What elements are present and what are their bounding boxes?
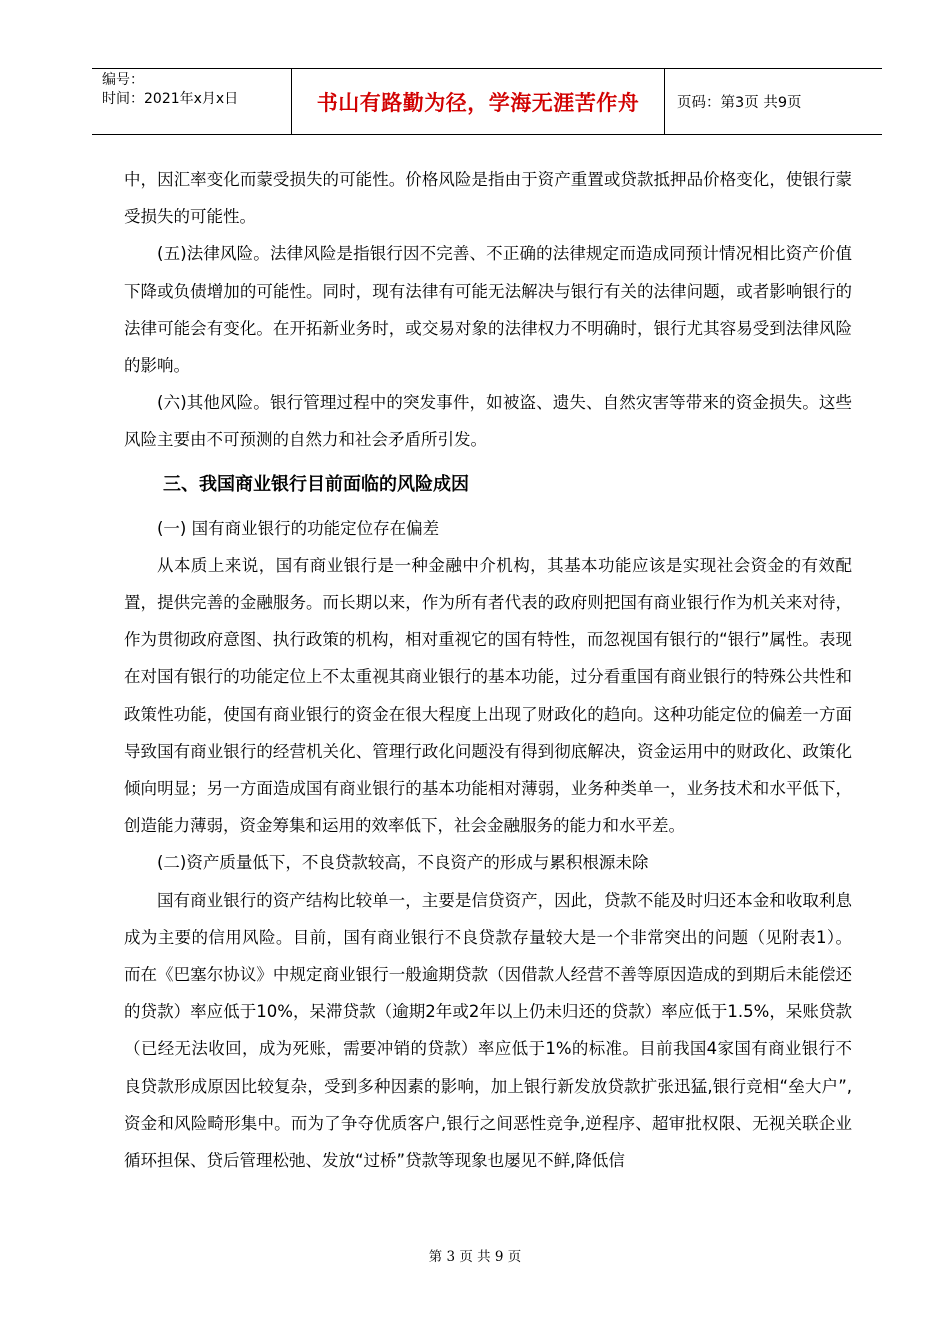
paragraph: 国有商业银行的资产结构比较单一，主要是信贷资产，因此，贷款不能及时归还本金和收取利息成为主要的信用风险。目前，国有商业银行不良贷款存量较大是一个非常突出的问题（见附表1）。而在《巴塞尔协议》中规定商业银行一般逾期贷款（因借款人经营不善等原因造成的到期后未能偿还的贷款）率应低于10%，呆滞贷款（逾期2年或2年以上仍未归还的贷款）率应低于1.5%，呆账贷款（已经无法收回，成为死账，需要冲销的贷款）率应低于1%的标准。目前我国4家国有商业银行不良贷款形成原因比较复杂，受到多种因素的影响，加上银行新发放贷款扩张迅猛,银行竞相“垒大户”,资金和风险畸形集中。而为了争夺优质客户,银行之间恶性竞争,逆程序、超审批权限、无视关联企业循环担保、贷后管理松弛、发放“过桥”贷款等现象也屡见不鲜,降低信: [124, 890, 852, 1171]
subheading: (二)资产质量低下，不良贷款较高，不良资产的形成与累积根源未除: [157, 853, 649, 873]
header-page-label: 页码：第3页 共9页: [677, 95, 802, 111]
paragraph: 从本质上来说，国有商业银行是一种金融中介机构，其基本功能应该是实现社会资金的有效配置，提供完善的金融服务。而长期以来，作为所有者代表的政府则把国有商业银行作为机关来对待，作为贯彻政府意图、执行政策的机构，相对重视它的国有特性，而忽视国有银行的“银行”属性。表现在对国有银行的功能定位上不太重视其商业银行的基本功能，过分看重国有商业银行的特殊公共性和政策性功能，使国有商业银行的资金在很大程度上出现了财政化的趋向。这种功能定位的偏差一方面导致国有商业银行的经营机关化、管理行政化问题没有得到彻底解决，资金运用中的财政化、政策化倾向明显；另一方面造成国有商业银行的基本功能相对薄弱，业务种类单一，业务技术和水平低下，创造能力薄弱，资金筹集和运用的效率低下，社会金融服务的能力和水平差。: [124, 555, 852, 836]
page-footer: 第 3 页 共 9 页: [428, 1249, 522, 1265]
header-info-cell: [92, 69, 292, 134]
time-label: 时间：2021年x月x日: [102, 91, 239, 107]
paragraph: (五)法律风险。法律风险是指银行因不完善、不正确的法律规定而造成同预计情况相比资产价值下降或负债增加的可能性。同时，现有法律有可能无法解决与银行有关的法律问题，或者影响银行的法律可能会有变化。在开拓新业务时，或交易对象的法律权力不明确时，银行尤其容易受到法律风险的影响。: [124, 244, 852, 376]
page-header: [92, 68, 882, 135]
header-motto: 书山有路勤为径，学海无涯苦作舟: [292, 69, 665, 134]
document-body: [124, 161, 852, 1179]
subheading: (一) 国有商业银行的功能定位存在偏差: [157, 518, 440, 538]
number-label: 编号：: [102, 72, 144, 88]
paragraph: (六)其他风险。银行管理过程中的突发事件，如被盗、遗失、自然灾害等带来的资金损失。这些风险主要由不可预测的自然力和社会矛盾所引发。: [124, 393, 852, 450]
paragraph: 中，因汇率变化而蒙受损失的可能性。价格风险是指由于资产重置或贷款抵押品价格变化，使银行蒙受损失的可能性。: [124, 170, 852, 227]
section-heading: 三、我国商业银行目前面临的风险成因: [163, 473, 469, 495]
